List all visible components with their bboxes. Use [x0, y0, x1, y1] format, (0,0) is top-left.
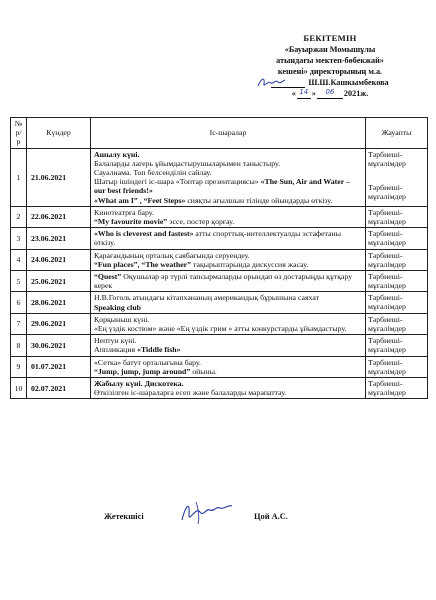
row-events [91, 249, 366, 270]
row-date: 01.07.2021 [27, 356, 91, 377]
responsible-text: Тәрбиеші-мұғалімдер [368, 336, 406, 355]
footer-name: Цой А.С. [254, 512, 288, 521]
row-number: 10 [11, 378, 27, 399]
event-text: Ашылу күні. [94, 149, 140, 159]
header-num: № р/р [11, 118, 27, 149]
event-text: “Jump, jump, jump around” [94, 366, 191, 376]
header-date: Күндер [27, 118, 91, 149]
table-row [11, 271, 428, 292]
row-date: 22.06.2021 [27, 206, 91, 227]
row-events [91, 313, 366, 334]
row-date: 23.06.2021 [27, 228, 91, 249]
director-name: Ш.Ш.Кашкымбекова [308, 78, 389, 87]
responsible-text: Тәрбиеші-мұғалімдер [368, 207, 406, 226]
table-body [11, 148, 428, 399]
row-date: 24.06.2021 [27, 249, 91, 270]
date-month: 06 [325, 88, 335, 96]
event-text: Өткізілген іс-шараларға есеп және балаларды марапаттау. [94, 388, 287, 398]
responsible-text: Тәрбиеші-мұғалімдер [368, 229, 406, 248]
event-line [94, 150, 362, 159]
responsible-text: Тәрбиеші-мұғалімдер [368, 182, 406, 201]
table-row [11, 292, 428, 313]
row-responsible [366, 206, 428, 227]
event-text: «The Sun, Air and Water – our best friends!» [94, 177, 350, 196]
event-line [94, 217, 362, 226]
event-text: Нептун күні. [94, 336, 137, 346]
event-text: Кинотеатрға бару. [94, 207, 154, 217]
row-number: 4 [11, 249, 27, 270]
row-events [91, 148, 366, 206]
row-number: 1 [11, 148, 27, 206]
approval-line-1: «Бауыржан Момышұлы [284, 45, 376, 54]
date-day-blank [297, 90, 311, 99]
event-line [94, 229, 362, 247]
event-line [94, 196, 362, 205]
row-number: 9 [11, 356, 27, 377]
footer-label: Жетекшісі [104, 512, 144, 521]
event-line [94, 208, 362, 217]
row-date: 29.06.2021 [27, 313, 91, 334]
event-text: «What am I” , “Feet Steps» [94, 195, 186, 205]
responsible-text: Тәрбиеші-мұғалімдер [368, 379, 406, 398]
schedule-table [10, 117, 428, 399]
row-date: 21.06.2021 [27, 148, 91, 206]
row-events [91, 271, 366, 292]
row-events [91, 206, 366, 227]
event-line [94, 159, 362, 168]
event-text: эссе, постер қорғау. [167, 217, 235, 227]
event-text: Сауалнама. Топ белсенділін сайлау. [94, 168, 212, 178]
event-line [94, 293, 362, 302]
table-row [11, 228, 428, 249]
event-line [94, 168, 362, 177]
event-line [94, 358, 362, 367]
row-date: 02.07.2021 [27, 378, 91, 399]
row-responsible [366, 249, 428, 270]
row-events [91, 228, 366, 249]
event-text: «Tiddle fish» [137, 345, 181, 355]
event-text: «Ең үздік костюм» және «Ең үздік грим » атты конкурстарды ұйымдастыру. [94, 324, 347, 334]
event-text: атты спорттық-интеллектуалды эстафетаны өткізу. [94, 229, 341, 248]
responsible-text: Тәрбиеші-мұғалімдер [368, 149, 406, 168]
table-row [11, 335, 428, 356]
responsible-text: Тәрбиеші-мұғалімдер [368, 314, 406, 333]
event-line [94, 177, 362, 195]
event-text: Жабылу күні. Дискотека. [94, 379, 184, 389]
event-text: Аппликация [94, 345, 138, 355]
responsible-text: Тәрбиеші-мұғалімдер [368, 293, 406, 312]
event-text: “Fun places”, “The weather” [94, 259, 192, 269]
header-events: Іс-шаралар [91, 118, 366, 149]
approval-title: БЕКІТЕМІН [303, 33, 357, 43]
event-text: Балаларды лагерь ұйымдастырушыларымен таныстыру. [94, 158, 281, 168]
row-events [91, 378, 366, 399]
row-responsible [366, 292, 428, 313]
approval-block [240, 33, 420, 99]
row-responsible [366, 356, 428, 377]
responsible-text: Тәрбиеші-мұғалімдер [368, 272, 406, 291]
event-text: “Quest” [94, 272, 122, 282]
row-date: 30.06.2021 [27, 335, 91, 356]
row-number: 2 [11, 206, 27, 227]
event-text: “My favourite movie” [94, 217, 168, 227]
leader-signature-icon [176, 498, 236, 528]
table-row [11, 206, 428, 227]
row-events [91, 335, 366, 356]
event-text: Оқушылар әр түрлі тапсырмаларды орындап өз достарыңды құтқару керек [94, 272, 353, 291]
event-text: Н.В.Гоголь атындағы кітапхананың американдық бұрышына саяхат [94, 293, 320, 303]
responsible-text: Тәрбиеші-мұғалімдер [368, 357, 406, 376]
row-responsible [366, 148, 428, 206]
row-responsible [366, 228, 428, 249]
row-events [91, 356, 366, 377]
row-responsible [366, 313, 428, 334]
event-text: Шатыр ішіндегі іс-шара «Топтар презентациясы» [94, 177, 261, 187]
event-line [94, 345, 362, 354]
event-line [94, 272, 362, 290]
row-date: 28.06.2021 [27, 292, 91, 313]
director-signature-icon [256, 75, 286, 89]
approval-line-3: кешені» директорының м.а. [277, 67, 383, 76]
approval-date-line [240, 88, 420, 99]
row-number: 6 [11, 292, 27, 313]
table-row [11, 313, 428, 334]
event-line [94, 367, 362, 376]
event-line [94, 315, 362, 324]
row-responsible [366, 335, 428, 356]
event-line [94, 324, 362, 333]
responsible-text: Тәрбиеші-мұғалімдер [368, 250, 406, 269]
date-day: 14 [299, 88, 309, 96]
date-quote-open: « [291, 89, 296, 98]
table-row [11, 148, 428, 206]
row-number: 8 [11, 335, 27, 356]
row-date: 25.06.2021 [27, 271, 91, 292]
date-month-blank [317, 90, 343, 99]
table-row [11, 249, 428, 270]
event-text: ойыны. [190, 366, 217, 376]
date-year: 2021ж. [343, 89, 369, 98]
row-number: 3 [11, 228, 27, 249]
event-text: тақырыптарында дискуссия жасау. [191, 259, 309, 269]
event-text: сияқты ағылшын тілінде ойындарды өткізу. [185, 195, 333, 205]
event-line [94, 303, 362, 312]
table-header-row [11, 118, 428, 149]
event-line [94, 379, 362, 388]
row-number: 7 [11, 313, 27, 334]
event-line [94, 251, 362, 260]
event-text: «Who is cleverest and fastest» [94, 229, 194, 239]
event-text: Speaking club [94, 302, 142, 312]
row-responsible [366, 271, 428, 292]
header-responsible: Жауапты [366, 118, 428, 149]
event-line [94, 336, 362, 345]
row-number: 5 [11, 271, 27, 292]
event-text: Қорқыныш күні. [94, 314, 150, 324]
approval-line-2: атындағы мектеп-бөбекжай» [276, 56, 384, 65]
row-events [91, 292, 366, 313]
table-row [11, 378, 428, 399]
event-text: Қарағандының орталық саябағында серуендеу. [94, 250, 250, 260]
date-quote-close: » [311, 89, 316, 98]
event-line [94, 388, 362, 397]
event-text: «Сетка» батут орталығына бару. [94, 357, 201, 367]
event-line [94, 260, 362, 269]
table-row [11, 356, 428, 377]
row-responsible [366, 378, 428, 399]
